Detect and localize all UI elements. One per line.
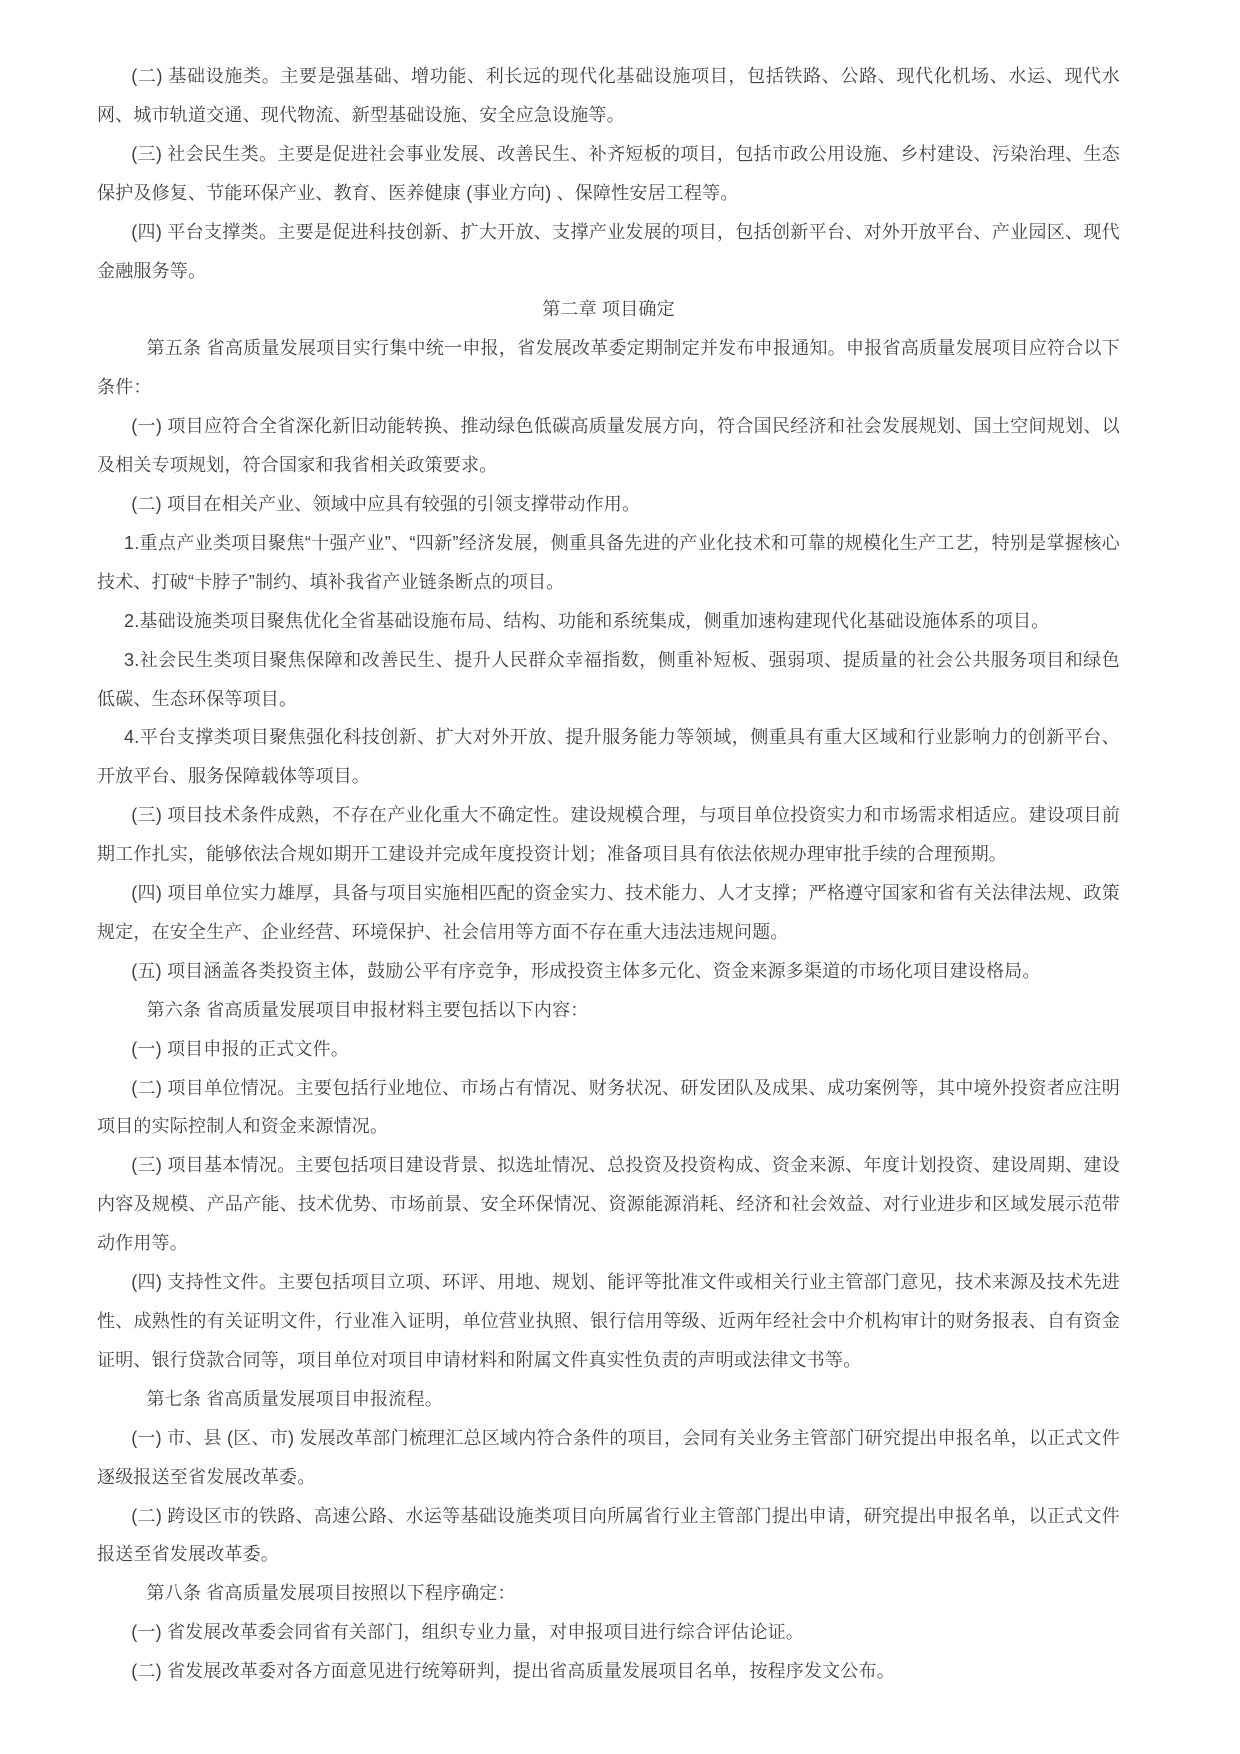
clause-item: (五) 项目涵盖各类投资主体，鼓励公平有序竞争，形成投资主体多元化、资金来源多渠道的市场化项目建设格局。	[131, 960, 1041, 981]
clause-item: (三) 项目技术条件成熟，不存在产业化重大不确定性。建设规模合理，与项目单位投资实力和市场需求相适应。建设项目前期工作扎实，能够依法合规如期开工建设并完成年度投资计划；准备项目具有依法依规办理审批手续的合理预期。	[97, 805, 1120, 865]
numbered-item: 3.社会民生类项目聚焦保障和改善民生、提升人民群众幸福指数，侧重补短板、强弱项、提质量的社会公共服务项目和绿色低碳、生态环保等项目。	[97, 649, 1120, 709]
article-clause: 第七条 省高质量发展项目申报流程。	[146, 1388, 443, 1409]
clause-item: (二) 省发展改革委对各方面意见进行统筹研判，提出省高质量发展项目名单，按程序发文公布。	[131, 1661, 895, 1682]
article-clause: 第六条 省高质量发展项目申报材料主要包括以下内容：	[146, 999, 589, 1020]
document-body	[97, 57, 1120, 1691]
clause-item: (二) 基础设施类。主要是强基础、增功能、利长远的现代化基础设施项目，包括铁路、公路、现代化机场、水运、现代水网、城市轨道交通、现代物流、新型基础设施、安全应急设施等。	[97, 66, 1120, 125]
clause-item: (四) 平台支撑类。主要是促进科技创新、扩大开放、支撑产业发展的项目，包括创新平台、对外开放平台、产业园区、现代金融服务等。	[97, 221, 1120, 281]
clause-item: (四) 支持性文件。主要包括项目立项、环评、用地、规划、能评等批准文件或相关行业主管部门意见，技术来源及技术先进性、成熟性的有关证明文件，行业准入证明，单位营业执照、银行信用等级、近两年经社会中介机构审计的财务报表、自有资金证明、银行贷款合同等，项目单位对项目申请材料和附属文件真实性负责的声明或法律文书等。	[97, 1272, 1120, 1370]
clause-item: (三) 项目基本情况。主要包括项目建设背景、拟选址情况、总投资及投资构成、资金来源、年度计划投资、建设周期、建设内容及规模、产品产能、技术优势、市场前景、安全环保情况、资源能源消耗、经济和社会效益、对行业进步和区域发展示范带动作用等。	[97, 1155, 1120, 1254]
clause-item: (二) 项目单位情况。主要包括行业地位、市场占有情况、财务状况、研发团队及成果、成功案例等，其中境外投资者应注明项目的实际控制人和资金来源情况。	[97, 1077, 1120, 1137]
chapter-heading: 第二章 项目确定	[542, 299, 675, 320]
article-clause: 第八条 省高质量发展项目按照以下程序确定：	[146, 1583, 516, 1604]
clause-item: (一) 省发展改革委会同省有关部门，组织专业力量，对申报项目进行综合评估论证。	[131, 1622, 804, 1643]
clause-item: (一) 市、县 (区、市) 发展改革部门梳理汇总区域内符合条件的项目，会同有关业务主管部门研究提出申报名单，以正式文件逐级报送至省发展改革委。	[97, 1427, 1120, 1487]
clause-item: (一) 项目应符合全省深化新旧动能转换、推动绿色低碳高质量发展方向，符合国民经济和社会发展规划、国土空间规划、以及相关专项规划，符合国家和我省相关政策要求。	[97, 416, 1120, 476]
numbered-item: 1.重点产业类项目聚焦“十强产业”、“四新”经济发展，侧重具备先进的产业化技术和可靠的规模化生产工艺，特别是掌握核心技术、打破“卡脖子”制约、填补我省产业链条断点的项目。	[97, 532, 1120, 592]
clause-item: (二) 跨设区市的铁路、高速公路、水运等基础设施类项目向所属省行业主管部门提出申请，研究提出申报名单，以正式文件报送至省发展改革委。	[97, 1505, 1120, 1565]
numbered-item: 4.平台支撑类项目聚焦强化科技创新、扩大对外开放、提升服务能力等领域，侧重具有重大区域和行业影响力的创新平台、开放平台、服务保障载体等项目。	[97, 727, 1120, 787]
clause-item: (四) 项目单位实力雄厚，具备与项目实施相匹配的资金实力、技术能力、人才支撑；严格遵守国家和省有关法律法规、政策规定，在安全生产、企业经营、环境保护、社会信用等方面不存在重大违法违规问题。	[97, 883, 1120, 942]
clause-item: (二) 项目在相关产业、领域中应具有较强的引领支撑带动作用。	[131, 493, 641, 514]
numbered-item: 2.基础设施类项目聚焦优化全省基础设施布局、结构、功能和系统集成，侧重加速构建现代化基础设施体系的项目。	[124, 610, 1050, 631]
clause-item: (三) 社会民生类。主要是促进社会事业发展、改善民生、补齐短板的项目，包括市政公用设施、乡村建设、污染治理、生态保护及修复、节能环保产业、教育、医养健康 (事业方向) 、保障性安居工程等。	[97, 143, 1120, 203]
clause-item: (一) 项目申报的正式文件。	[131, 1038, 349, 1059]
article-clause: 第五条 省高质量发展项目实行集中统一申报，省发展改革委定期制定并发布申报通知。申报省高质量发展项目应符合以下条件：	[97, 338, 1120, 398]
